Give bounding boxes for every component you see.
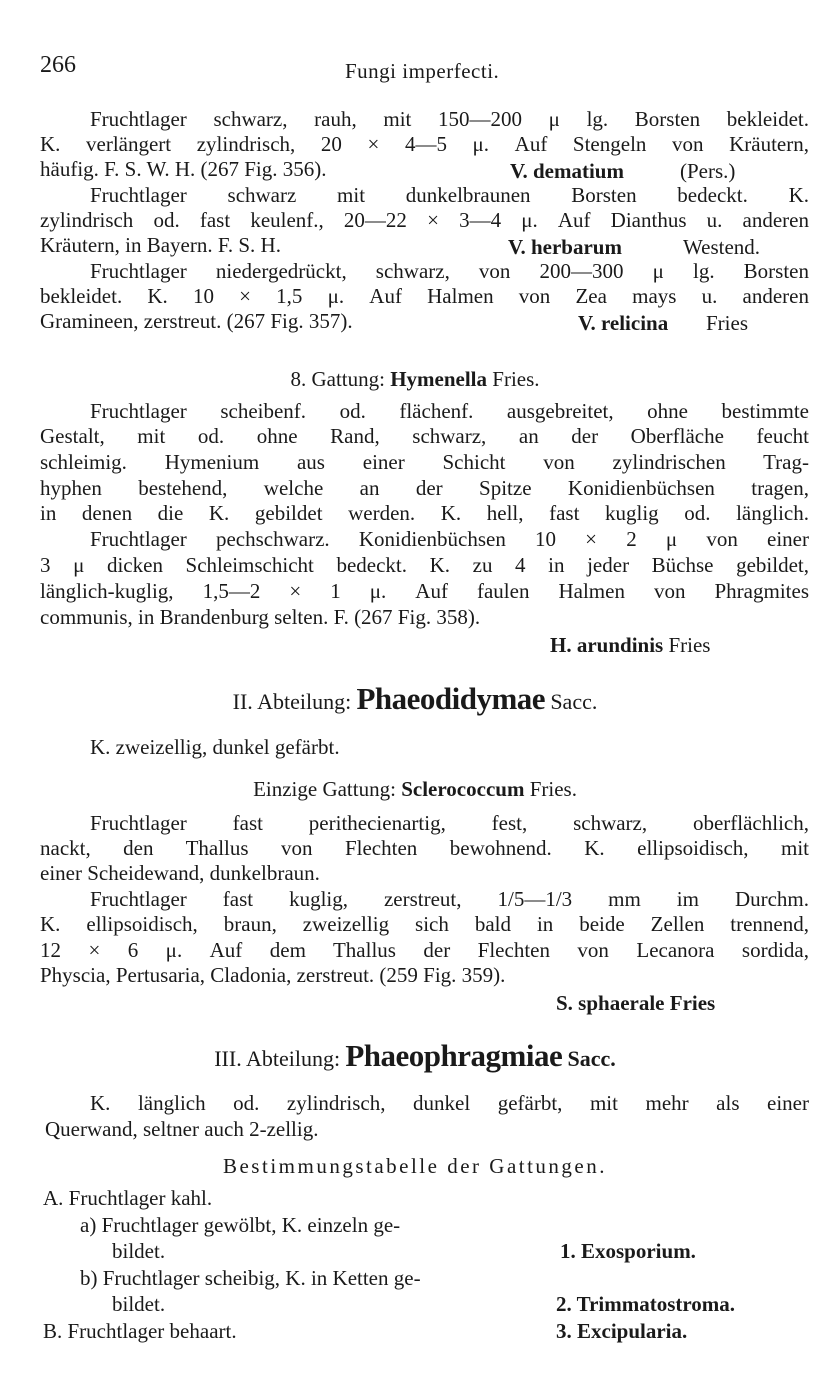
- text-line: Fruchtlager fast perithecienartig, fest, schwarz, oberflächlich,: [90, 811, 809, 835]
- fraction: 1/5—1/3: [497, 887, 573, 911]
- key-result-1: 1. Exosporium.: [560, 1239, 696, 1263]
- key-entry-continuation: bildet.: [112, 1292, 166, 1316]
- text-line: in denen die K. gebildet werden. K. hell, fast kuglig od. länglich.: [40, 501, 809, 525]
- text-line: K. länglich od. zylindrisch, dunkel gefärbt, mit mehr als einer: [90, 1091, 809, 1115]
- genus-name: Hymenella: [390, 367, 488, 391]
- key-entry-b: B. Fruchtlager behaart.: [43, 1319, 237, 1343]
- text-line: Fruchtlager scheibenf. od. flächenf. ausgebreitet, ohne bestimmte: [90, 399, 809, 423]
- text-line: Fruchtlager niedergedrückt, schwarz, von 200—300 μ lg. Borsten: [90, 259, 809, 283]
- text-fragment: Fruchtlager fast kuglig, zerstreut,: [90, 887, 462, 911]
- genus-heading: [0, 366, 830, 392]
- text-line: Fruchtlager schwarz mit dunkelbraunen Borsten bedeckt. K.: [90, 183, 809, 207]
- text-line: Querwand, seltner auch 2-zellig.: [45, 1117, 319, 1141]
- section-title: Phaeophragmiae: [345, 1038, 563, 1073]
- text-line: Gramineen, zerstreut. (267 Fig. 357).: [40, 309, 353, 333]
- key-result-3: 3. Excipularia.: [556, 1319, 688, 1343]
- text-line: Kräutern, in Bayern. F. S. H.: [40, 233, 281, 257]
- text-line: K. ellipsoidisch, braun, zweizellig sich bald in beide Zellen trennend,: [40, 912, 809, 936]
- running-title: Fungi imperfecti.: [345, 59, 500, 83]
- text-line: K. zweizellig, dunkel gefärbt.: [90, 735, 340, 759]
- section-title: Phaeodidymae: [356, 681, 546, 716]
- key-entry-a: A. Fruchtlager kahl.: [43, 1186, 213, 1210]
- text-fragment: mm im Durchm.: [608, 887, 810, 911]
- species-line: [550, 632, 710, 658]
- text-line: Fruchtlager pechschwarz. Konidienbüchsen 10 × 2 μ von einer: [90, 527, 809, 551]
- species-name: V. herbarum: [508, 235, 622, 259]
- species-author: Fries: [706, 311, 748, 335]
- species-author: Fries: [668, 633, 711, 657]
- key-result-2: 2. Trimmatostroma.: [556, 1292, 736, 1316]
- text-line: nackt, den Thallus von Flechten bewohnend. K. ellipsoidisch, mit: [40, 836, 809, 860]
- text-line: 3 μ dicken Schleimschicht bedeckt. K. zu 4 in jeder Büchse gebildet,: [40, 553, 809, 577]
- genus-name: Sclerococcum: [401, 777, 525, 801]
- genus-author: Fries.: [529, 777, 577, 801]
- species-name: V. relicina: [578, 311, 669, 335]
- genus-label: Einzige Gattung:: [253, 777, 396, 801]
- section-heading: [0, 1038, 830, 1073]
- text-line: Gestalt, mit od. ohne Rand, schwarz, an der Oberfläche feucht: [40, 424, 809, 448]
- key-entry-continuation: bildet.: [112, 1239, 166, 1263]
- species-author: Westend.: [683, 235, 761, 259]
- text-line: häufig. F. S. W. H. (267 Fig. 356).: [40, 157, 327, 181]
- section-author: Sacc.: [567, 1046, 616, 1071]
- text-line: länglich-kuglig, 1,5—2 × 1 μ. Auf faulen Halmen von Phragmites: [40, 579, 809, 603]
- species-line: S. sphaerale Fries: [556, 991, 716, 1015]
- text-line: einer Scheidewand, dunkelbraun.: [40, 861, 320, 885]
- genus-author: Fries.: [492, 367, 540, 391]
- text-line: hyphen bestehend, welche an der Spitze Konidienbüchsen tragen,: [40, 476, 809, 500]
- species-author: (Pers.): [680, 159, 736, 183]
- text-line-with-fraction: [90, 886, 809, 912]
- text-line: zylindrisch od. fast keulenf., 20—22 × 3—4 μ. Auf Dianthus u. anderen: [40, 208, 809, 232]
- text-line: K. verlängert zylindrisch, 20 × 4—5 μ. Auf Stengeln von Kräutern,: [40, 132, 809, 156]
- section-heading: [0, 681, 830, 716]
- table-heading: Bestimmungstabelle der Gattungen.: [222, 1154, 608, 1178]
- text-line: Fruchtlager schwarz, rauh, mit 150—200 μ lg. Borsten bekleidet.: [90, 107, 809, 131]
- text-line: bekleidet. K. 10 × 1,5 μ. Auf Halmen von Zea mays u. anderen: [40, 284, 809, 308]
- text-line: Physcia, Pertusaria, Cladonia, zerstreut. (259 Fig. 359).: [40, 963, 506, 987]
- key-entry-a-b: b) Fruchtlager scheibig, K. in Ketten ge-: [80, 1266, 421, 1290]
- section-label: III. Abteilung:: [214, 1046, 341, 1071]
- text-line: communis, in Brandenburg selten. F. (267 Fig. 358).: [40, 605, 481, 629]
- page-number: 266: [40, 52, 76, 78]
- species-name: V. dematium: [510, 159, 624, 183]
- key-entry-a-a: a) Fruchtlager gewölbt, K. einzeln ge-: [80, 1213, 401, 1237]
- section-author: Sacc.: [550, 689, 598, 714]
- species-name: H. arundinis: [550, 633, 664, 657]
- text-line: 12 × 6 μ. Auf dem Thallus der Flechten von Lecanora sordida,: [40, 938, 809, 962]
- section-label: II. Abteilung:: [232, 689, 352, 714]
- text-line: schleimig. Hymenium aus einer Schicht von zylindrischen Trag-: [40, 450, 809, 474]
- genus-number: 8. Gattung:: [290, 367, 385, 391]
- genus-heading: [0, 776, 830, 802]
